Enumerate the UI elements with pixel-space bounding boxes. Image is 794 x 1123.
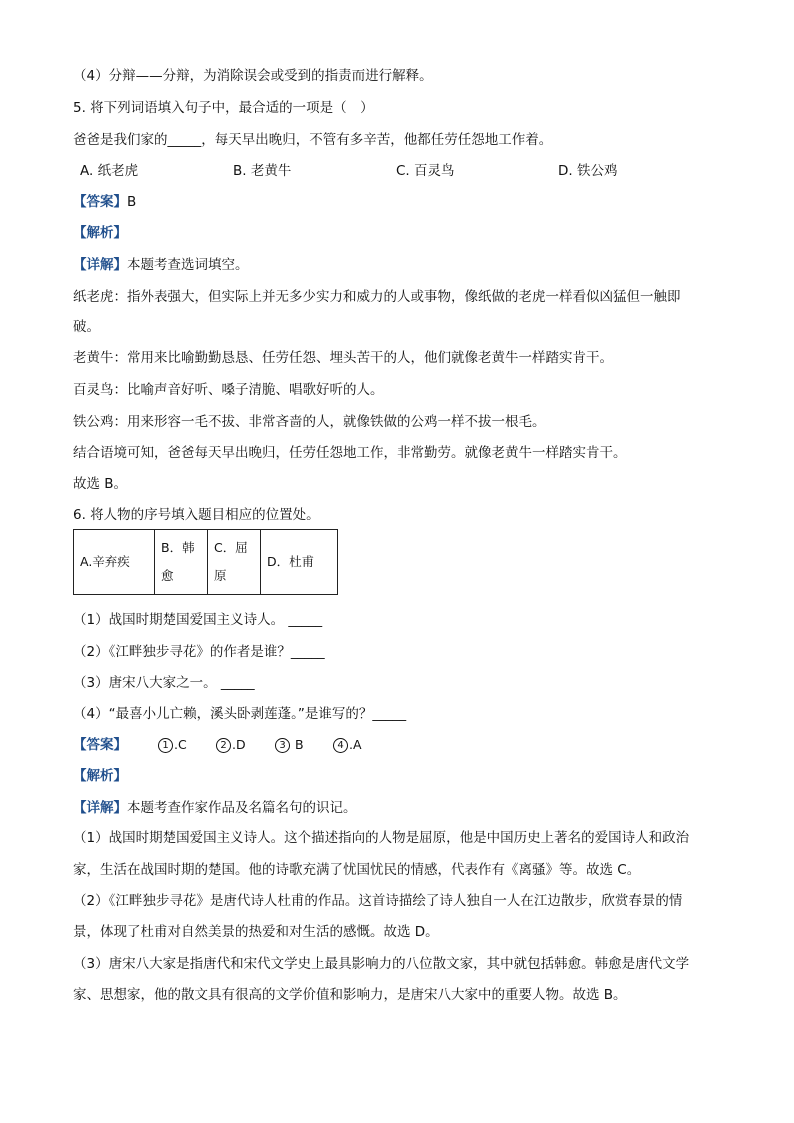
q5-explanation-line: 纸老虎：指外表强大，但实际上并无多少实力和威力的人或事物，像纸做的老虎一样看似凶猛但一触即 — [73, 289, 681, 305]
q4-explanation: （4）分辩——分辩，为消除误会或受到的指责而进行解释。 — [73, 68, 433, 84]
q5-answer — [73, 192, 136, 212]
q6-question-2: （2）《江畔独步寻花》的作者是谁？_____ — [73, 644, 325, 660]
q5-option-b: B. 老黄牛 — [233, 163, 292, 179]
q6-explanation-line: 景，体现了杜甫对自然美景的热爱和对生活的感慨。故选 D。 — [73, 924, 439, 940]
table-row — [74, 530, 338, 595]
q6-answer-4: 4 .A — [333, 735, 362, 755]
answer-label: 【答案】 — [73, 194, 127, 210]
q5-option-a: A. 纸老虎 — [80, 163, 139, 179]
q6-answer-label: 【答案】 — [73, 737, 127, 753]
circled-number: 1 — [158, 738, 173, 753]
q6-explanation-line: 家，生活在战国时期的楚国。他的诗歌充满了忧国忧民的情感，代表作有《离骚》等。故选 C。 — [73, 862, 641, 878]
q5-stem: 5. 将下列词语填入句子中，最合适的一项是（ ） — [73, 100, 374, 116]
detail-label: 【详解】 — [73, 257, 127, 273]
table-cell: C．屈 原 — [208, 530, 261, 595]
persons-table — [73, 529, 338, 595]
circled-number: 4 — [333, 738, 348, 753]
q6-explanation-line: （3）唐宋八大家是指唐代和宋代文学史上最具影响力的八位散文家，其中就包括韩愈。韩愈是唐代文学 — [73, 956, 690, 972]
q5-option-c: C. 百灵鸟 — [396, 163, 455, 179]
q6-question-3: （3）唐宋八大家之一。 _____ — [73, 675, 255, 691]
answer-value: B — [127, 194, 137, 210]
q6-explanation-line: （2）《江畔独步寻花》是唐代诗人杜甫的作品。这首诗描绘了诗人独自一人在江边散步，欣赏春景的情 — [73, 893, 683, 909]
q5-analysis-label: 【解析】 — [73, 225, 127, 241]
q5-explanation-line: 破。 — [73, 319, 100, 335]
q6-explanation-line: （1）战国时期楚国爱国主义诗人。这个描述指向的人物是屈原，他是中国历史上著名的爱国诗人和政治 — [73, 830, 690, 846]
table-cell: A.辛弃疾 — [74, 530, 155, 595]
q5-explanation-line: 百灵鸟：比喻声音好听、嗓子清脆、唱歌好听的人。 — [73, 382, 384, 398]
q5-option-d: D. 铁公鸡 — [558, 163, 618, 179]
circled-number: 3 — [275, 738, 290, 753]
q6-answer-1: 1 .C — [158, 735, 187, 755]
q6-answer-3: 3 B — [275, 735, 304, 755]
q5-explanation-line: 结合语境可知，爸爸每天早出晚归，任劳任怨地工作，非常勤劳。就像老黄牛一样踏实肯干。 — [73, 445, 627, 461]
q6-stem: 6. 将人物的序号填入题目相应的位置处。 — [73, 507, 320, 523]
detail-label: 【详解】 — [73, 800, 127, 816]
table-cell: D．杜甫 — [261, 530, 338, 595]
q5-detail: 【详解】本题考查选词填空。 — [73, 257, 249, 273]
q6-detail: 【详解】本题考查作家作品及名篇名句的识记。 — [73, 800, 357, 816]
table-cell: B．韩 愈 — [155, 530, 208, 595]
q6-answer-2: 2 .D — [216, 735, 246, 755]
q6-explanation-line: 家、思想家，他的散文具有很高的文学价值和影响力，是唐宋八大家中的重要人物。故选 B。 — [73, 987, 627, 1003]
q6-question-4: （4）“最喜小儿亡赖，溪头卧剥莲蓬。”是谁写的？_____ — [73, 706, 407, 722]
q5-explanation-line: 故选 B。 — [73, 476, 128, 492]
q5-sentence: 爸爸是我们家的_____，每天早出晚归，不管有多辛苦，他都任劳任怨地工作着。 — [73, 132, 553, 148]
q6-question-1: （1）战国时期楚国爱国主义诗人。 _____ — [73, 612, 323, 628]
q6-analysis-label: 【解析】 — [73, 768, 127, 784]
circled-number: 2 — [216, 738, 231, 753]
q5-explanation-line: 老黄牛：常用来比喻勤勤恳恳、任劳任怨、埋头苦干的人，他们就像老黄牛一样踏实肯干。 — [73, 350, 613, 366]
q5-explanation-line: 铁公鸡：用来形容一毛不拔、非常吝啬的人，就像铁做的公鸡一样不拔一根毛。 — [73, 414, 546, 430]
